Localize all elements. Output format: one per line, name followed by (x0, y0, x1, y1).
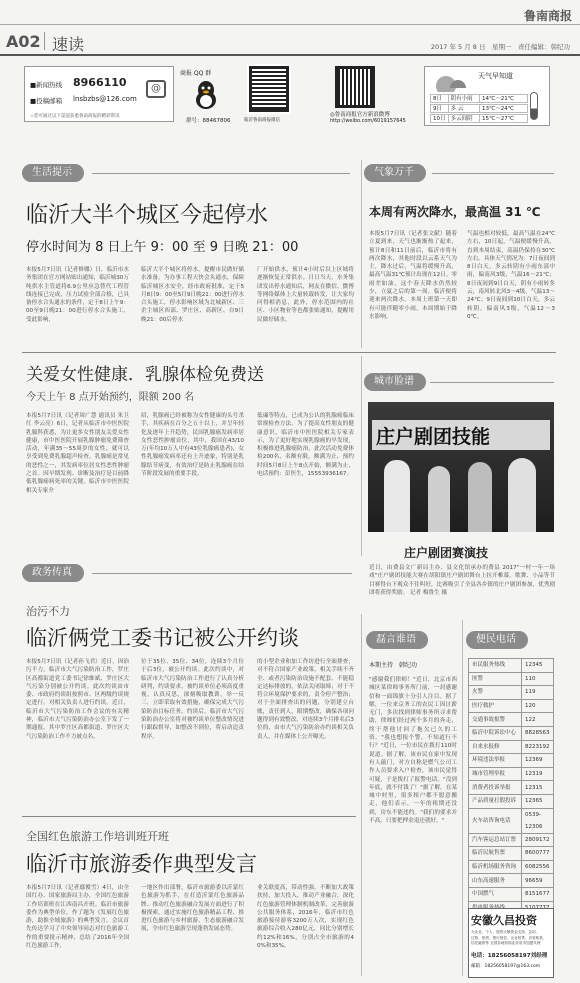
qq-label: 商报 QQ 群 (180, 70, 212, 77)
paper-name: 鲁南商报 (523, 9, 572, 23)
story5-title: 临沂市旅游委作典型发言 (26, 852, 257, 876)
tag-sun: 磊言谁语 (366, 630, 428, 650)
phone-row (469, 794, 554, 808)
phone-row (469, 699, 554, 713)
phone-service-name: 城市管理举报 (469, 767, 522, 781)
qq-penguin-icon (195, 80, 217, 110)
weibo-url[interactable]: http://weibo.com/6019157645 (330, 118, 406, 124)
weather-day: 9日 (431, 105, 449, 112)
phone-row (469, 659, 554, 673)
phone-service-name: 医疗救护 (469, 699, 522, 713)
tag-life: 生活提示 (22, 163, 84, 183)
performer-1 (384, 460, 410, 532)
weather-row (430, 94, 528, 103)
story2-col1: 本报5月7日讯（记者张文献）随着立夏到来，天气也渐渐热了起来，预计8日和11日前后，临沂市将有两次降水，其他时段以云系天气为主，降水过后，气温将缓慢升高，最高气温31℃预计出现在12日。零雨差如油，这个春天降水仍然较少，立夏之后的第一周，临沂便将迎来两次降水。本周上班第一天即有可能伴随零小雨，本周期始于降水影响。 (369, 231, 457, 320)
phone-number[interactable]: 8223192 (522, 740, 554, 754)
ad-line1: 为企业、个人、提供大额资金支持、急用、 (471, 930, 540, 934)
tag-weather-rule (432, 173, 554, 174)
story4-kicker: 治污不力 (26, 605, 70, 618)
weather-cond: 阴有小雨 (449, 95, 480, 102)
weather-temp: 13℃～24℃ (482, 106, 514, 112)
story4-col2: 位于35位、35位、34位，连续3个月位于后3位，被公开约谈。此次约谈中，对临沂市大气污染防治工作进行了认真分析研判，约谈要求，被约谈单位必须高度重视，认真反思，深刻吸取教训，举一反三，立即采取有效措施，确保完成大气污染防治目标任务，约谈后，临沂市大气污染防治办公室将对被约谈单位整改情况进行跟踪督导，如整改不到位，将启动追责程序。 (141, 659, 244, 740)
phone-service-name: 山东高速服务 (469, 874, 522, 888)
phone-number[interactable]: 12365 (522, 794, 554, 808)
weather-day: 8日 (431, 95, 449, 102)
phone-number[interactable]: 12345 (522, 659, 554, 673)
phone-row (469, 740, 554, 754)
ad-name: 安徽久昌投资 (471, 914, 537, 927)
weather-cond: 多云间阴 (449, 115, 480, 122)
phone-service-name: 临沂机场服务咨询 (469, 860, 522, 874)
sun-icon (430, 70, 470, 92)
phone-number[interactable]: 12315 (522, 781, 554, 795)
ad-line2: 过桥、垫资、银行授信、企业转贷、应收账款、 (471, 935, 547, 940)
phone-service-name: 市民服务热线 (469, 659, 522, 673)
story5-kicker: 全国红色旅游工作培训班开班 (26, 830, 169, 843)
phone-number[interactable]: 120 (522, 699, 554, 713)
phone-number[interactable]: 119 (522, 686, 554, 700)
story1-col3: 厂开始供水，预计4小时后以上区域将逐渐恢复正常供水。日日当天、水务集团发出停水通知后，网友在微信、微博等网络媒体上大量转载转发，让大家均问得相消息，此外，停水范围内的社区、小区物业等也都张贴通知，提醒用民做好储水。 (257, 267, 354, 323)
phone-number[interactable]: 8600777 (522, 847, 554, 861)
phone-number[interactable]: 12369 (522, 754, 554, 768)
phone-row (469, 874, 554, 888)
section-name: 速读 (52, 35, 85, 54)
mail-icon: @ (146, 80, 166, 98)
tag-politics-rule (92, 573, 352, 574)
section-rule-2 (22, 816, 356, 817)
page-divider (44, 32, 45, 50)
story6-title: 庄户剧团赛演技 (404, 546, 489, 560)
masthead-rule-top (0, 24, 580, 25)
section-rule-1 (22, 352, 556, 353)
phone-row (469, 713, 554, 727)
phone-row (469, 808, 554, 833)
phone-service-name: 匪警 (469, 672, 522, 686)
tag-phones: 便民电话 (466, 630, 528, 650)
story1-col-sep (361, 160, 362, 348)
phone-service-name: 消费者投诉举报 (469, 781, 522, 795)
phone-row (469, 672, 554, 686)
weather-cond: 多 云 (449, 105, 480, 112)
tag-politics: 政务传真 (22, 563, 84, 583)
weather-title: 天气早知道 (478, 72, 513, 80)
phone-number[interactable]: 2809172 (522, 833, 554, 847)
phone-table (468, 658, 554, 915)
ad-text (471, 930, 553, 947)
thermometer-icon (530, 92, 538, 120)
performer-3 (468, 462, 492, 532)
story6-text: 近日，由费县文广新局主办、县文化馆承办的费县 2017"一村一年一场戏"庄户剧团技能大赛在胡阳镇庄户剧团舞台上拉开帷幕。歌舞、小品等节目赛得台下观众不住叫好，比赛吸引了全县各乡镇的庄户剧团参加，优秀剧团将获得奖励。 记者 梅鲁生 摄 (369, 565, 555, 596)
phone-number[interactable]: 122 (522, 713, 554, 727)
story7-text: "感谢我们律师！"近日，北京市西城区某律师事务所门前，一封感谢信和一面锦旗十分引人注目。据了解，一位来京务工的农民工因讨薪无门，多次找到律师事务所寻求帮助，律师们经过两个多月的奔走，终于帮他讨回了拖欠已久的工资。"我也想报个警，不知道行不行？"近日，一位市民在拨打110时说道。据了解，该市民在家中发现有人敲门，对方自称是燃气公司工作人员要求入户检查，该市民觉得可疑，于是拨打了报警电话。"没到年底，就不付钱了！"据了解，在某城中村里，很多租户都不愿意搬走，他们表示，一年的租期还没到，房东不能违约。"我们的要求并不高，只要把押金退还就好。" (369, 677, 457, 825)
story7-byline: 本期主持 韩纪功 (369, 662, 418, 669)
phone-number[interactable]: 0539-12306 (522, 808, 554, 833)
contact-note: ☆您可通过以下渠道获悉鲁南商报的精彩资讯 (30, 114, 120, 119)
phone-service-name: 环境违法举报 (469, 754, 522, 768)
performer-4 (508, 458, 536, 532)
story3-subtitle: 今天上午 8 点开始预约，限额 200 名 (26, 392, 195, 403)
hotline-number: 8966110 (73, 76, 127, 89)
story1-subtitle: 停水时间为 8 日上午 9：00 至 9 日晚 21：00 (26, 240, 299, 255)
phone-service-name: 火警 (469, 686, 522, 700)
ad-email: 邮箱：18256058197@163.com (471, 964, 541, 969)
phone-row (469, 781, 554, 795)
performer-2 (428, 466, 450, 532)
phone-service-name: 火车站咨询电话 (469, 808, 522, 833)
story4-col-sep (361, 614, 362, 976)
story3-col-sep (361, 356, 362, 556)
phone-number[interactable]: 6082556 (522, 860, 554, 874)
tag-city-rule (430, 382, 554, 383)
phone-number[interactable]: 110 (522, 672, 554, 686)
weather-day: 10日 (431, 115, 449, 122)
tag-city: 城市脸谱 (364, 372, 426, 392)
phone-row (469, 754, 554, 768)
phone-service-name: 中国燃气 (469, 887, 522, 901)
weixin-qr-code (249, 66, 289, 112)
ad-line3: 信托融资等 全国各地机构业务省市加盟代理 (471, 941, 541, 945)
theatre-photo (368, 402, 554, 532)
email-address[interactable]: lnsbzbs@126.com (73, 95, 137, 103)
tag-weather: 气象万千 (364, 163, 426, 183)
weather-row (430, 104, 528, 113)
phone-number[interactable]: 8828563 (522, 726, 554, 740)
column-sep-right (462, 620, 463, 976)
ad-phone: 电话：18256058197刘经理 (471, 953, 548, 959)
story1-col2: 临沂大半个城区将停水。提醒市民做好储水准备。为办事工程天快会头通水，保障临沂城区水安全，经市政府批准，定于5月8日9：00至5月9日晚21：00进行停水合头施工，停水影响区域为北城新区、三企主城区西部、罗庄区、高新区、自9日晚21：00后停水 (141, 267, 244, 323)
phone-number[interactable]: 8151677 (522, 887, 554, 901)
weixin-label: 临沂鲁南商报微信 (244, 118, 280, 123)
phone-service-name: 自来水报修 (469, 740, 522, 754)
phone-row (469, 726, 554, 740)
phone-number[interactable]: 96659 (522, 874, 554, 888)
weibo-label: ◎鲁南商报官方新浪微博 (330, 112, 390, 118)
story3-col3: 低廉等特点，已成为公认的乳腺癌临床常规检查方法。为了提高女性朋友的健康意识，临沂市中医医院相关专家表示，为了更好地实现乳腺癌的早发现，积极推进乳腺癌防治，此次活动免费体检200名，名额有限，额满为止，预约时间5月8日上午8点开始，额满为止，电话预约：彭医生，15553936167。 (257, 413, 354, 478)
story2-title: 本周有两次降水，最高温 31 ℃ (369, 205, 541, 219)
hotline-label: ■新闻热线 (30, 81, 63, 89)
story1-title: 临沂大半个城区今起停水 (26, 203, 269, 228)
page-number: A02 (6, 32, 41, 51)
phone-row (469, 686, 554, 700)
story5-col1: 本报5月7日讯（记者鄢俊雪）4日，由全国红办、国家旅游局主办，全国红色旅游工作培训班在江西南昌开班。临沂市旅游委作为典型单位，作了题为《发展红色旅游，助推全域旅游》的典型发言。会议首先传达学习了中央领导同志对红色旅游工作的重要批示精神，总结了2016年全国红色旅游工作， (26, 885, 129, 950)
phone-service-name: 产品质量打假投诉 (469, 794, 522, 808)
email-label: ■投稿邮箱 (30, 97, 63, 105)
story4-col1: 本报5月7日讯（记者孙飞君）近日，因治污不力，临沂市大气污染防治工作，罗庄区高都街道党工委书记徐维斌、罗庄区大气污染分别被公开约谈。此次约谈由市委、市政府约谈组按照市、区两级约谈规定进行，对相关负责人进行约谈。近日，临沂市大气污染防治工作会议的有关精神，临沂市大气污染防治办公室下发了一期通报，其中罗庄区高都街道、罗庄区大气污染防治工作不力被点名。 (26, 659, 129, 740)
tag-life-rule (92, 173, 350, 174)
weather-temp: 15℃～27℃ (482, 116, 514, 122)
story4-col3: 的小型企业和加工作坊进行全面排查，对不符合国家产业政策、相关手续不齐全、或者污染防治设施不配套、不能稳定达标排放的，依法关闭取缔；对于不符合环境保护要求的，责令停产整治；对于全面排查出的问题，分别建立台账，责任到人，限期整改，确保各项问题得到有效整改，对连续3个月排名后3位的，由市大气污染防治办约谈相关负责人，并在媒体上公开曝光。 (257, 659, 354, 740)
phone-table-wrap (468, 658, 554, 915)
phone-row (469, 887, 554, 901)
qq-number: 群号：88467806 (186, 118, 231, 124)
weibo-qr-code (335, 66, 375, 108)
story3-col2: 绍，乳腺癌已经被称为女性健康的头号杀手，其疾病在百分之五十以上，并呈年轻化及逐年上升趋势，民国乳腺癌发病率居女性恶性肿瘤首位，其中，我国在43/10万(年均10万人中有43位乳腺癌患者)，女性乳腺癌发病率还有上升迹象，特别是乳腺结节病变，有效治疗是防止乳腺癌在结节阶段发展的重要手段。 (141, 413, 244, 478)
phone-service-name: 临沂中院诉讼中心 (469, 726, 522, 740)
story2-col2: 气温也相对较低，最高气温在24℃左右，10日起，气温便缓慢升高，直到本周结束，高温仍保持在30℃左右。具体天气情况为：7日夜间到8日白天，多云转阴有小雨东部中雨，偏南风3级，气温16～21℃；8日夜间到9日白天，阴有小雨转多云，南风转北风3～4级，气温13～24℃；9日夜间到10日白天，多云转阴，偏南风3级，气温12～30℃。 (467, 231, 555, 320)
story1-col1: 本报5月7日讯（记者修娜）日，临沂市水务集团在官方网站贴出通知，临沂城30万吨供水主管道将6.9公里应急替代工程管线连接已完成，压力试验全部合格，已具备停水合头通水的条件，定于8日上午9：00至9日晚21：00进行停水合头施工，受此影响， (26, 267, 129, 323)
phone-row (469, 860, 554, 874)
phone-service-name: 汽车客运总站订票 (469, 833, 522, 847)
masthead-rule (0, 54, 580, 56)
phone-service-name: 临沂民航售票 (469, 847, 522, 861)
date-line: 2017 年 5 月 8 日 星期一 责任编辑：韩纪功 (430, 43, 570, 51)
story5-col3: 业关联度高，带动性强，不断加大政策扶持，加大投入，推动产业融合，深化红色旅游管理体制机制改革，完善旅游公共服务体系，2016年，临沂市红色旅游接待游客3200万人次，实现红色旅游综合收入280亿元，同比分别增长约12%和16%，分别占全市旅游的40%和35%。 (257, 885, 354, 950)
phone-row (469, 767, 554, 781)
phone-service-name: 交通事故报警 (469, 713, 522, 727)
story4-title: 临沂俩党工委书记被公开约谈 (26, 626, 299, 650)
story3-col1: 本报5月7日讯（记者周广慧 通讯员 朱卫红 李云亮）6日，记者从临沂市中医医院乳腺科获悉，为让更多女性朋友关爱女性健康，市中医医院开展乳腺肿瘤免费筛查活动，年满35～55周岁的女性，就可以享受到免费乳腺超声检查。乳腺癌是常见的恶性之一，其发病率位居女性恶性肿瘤之首。因早期发现、诊断及治疗是目前降低乳腺癌病死率的关键，临沂市中医医院相关专家介 (26, 413, 129, 494)
stage-banner-text: 庄户剧团技能 (376, 426, 491, 448)
story5-col2: 一地区作出部署，临沂市旅游委以沂蒙红色旅游为抓手，在打造沂蒙红色旅游品牌、推动红色旅游融合发展方面进行了积极探索，通过实施红色旅游精品工程、推进红色旅游与乡村旅游、生态旅游融合发展，全市红色旅游呈现蓬勃发展态势。 (141, 885, 244, 933)
story3-title: 关爱女性健康．乳腺体检免费送 (26, 365, 264, 385)
weather-row (430, 114, 528, 123)
phone-row (469, 833, 554, 847)
phone-row (469, 847, 554, 861)
weather-temp: 14℃～21℃ (482, 96, 514, 102)
phone-number[interactable]: 12319 (522, 767, 554, 781)
